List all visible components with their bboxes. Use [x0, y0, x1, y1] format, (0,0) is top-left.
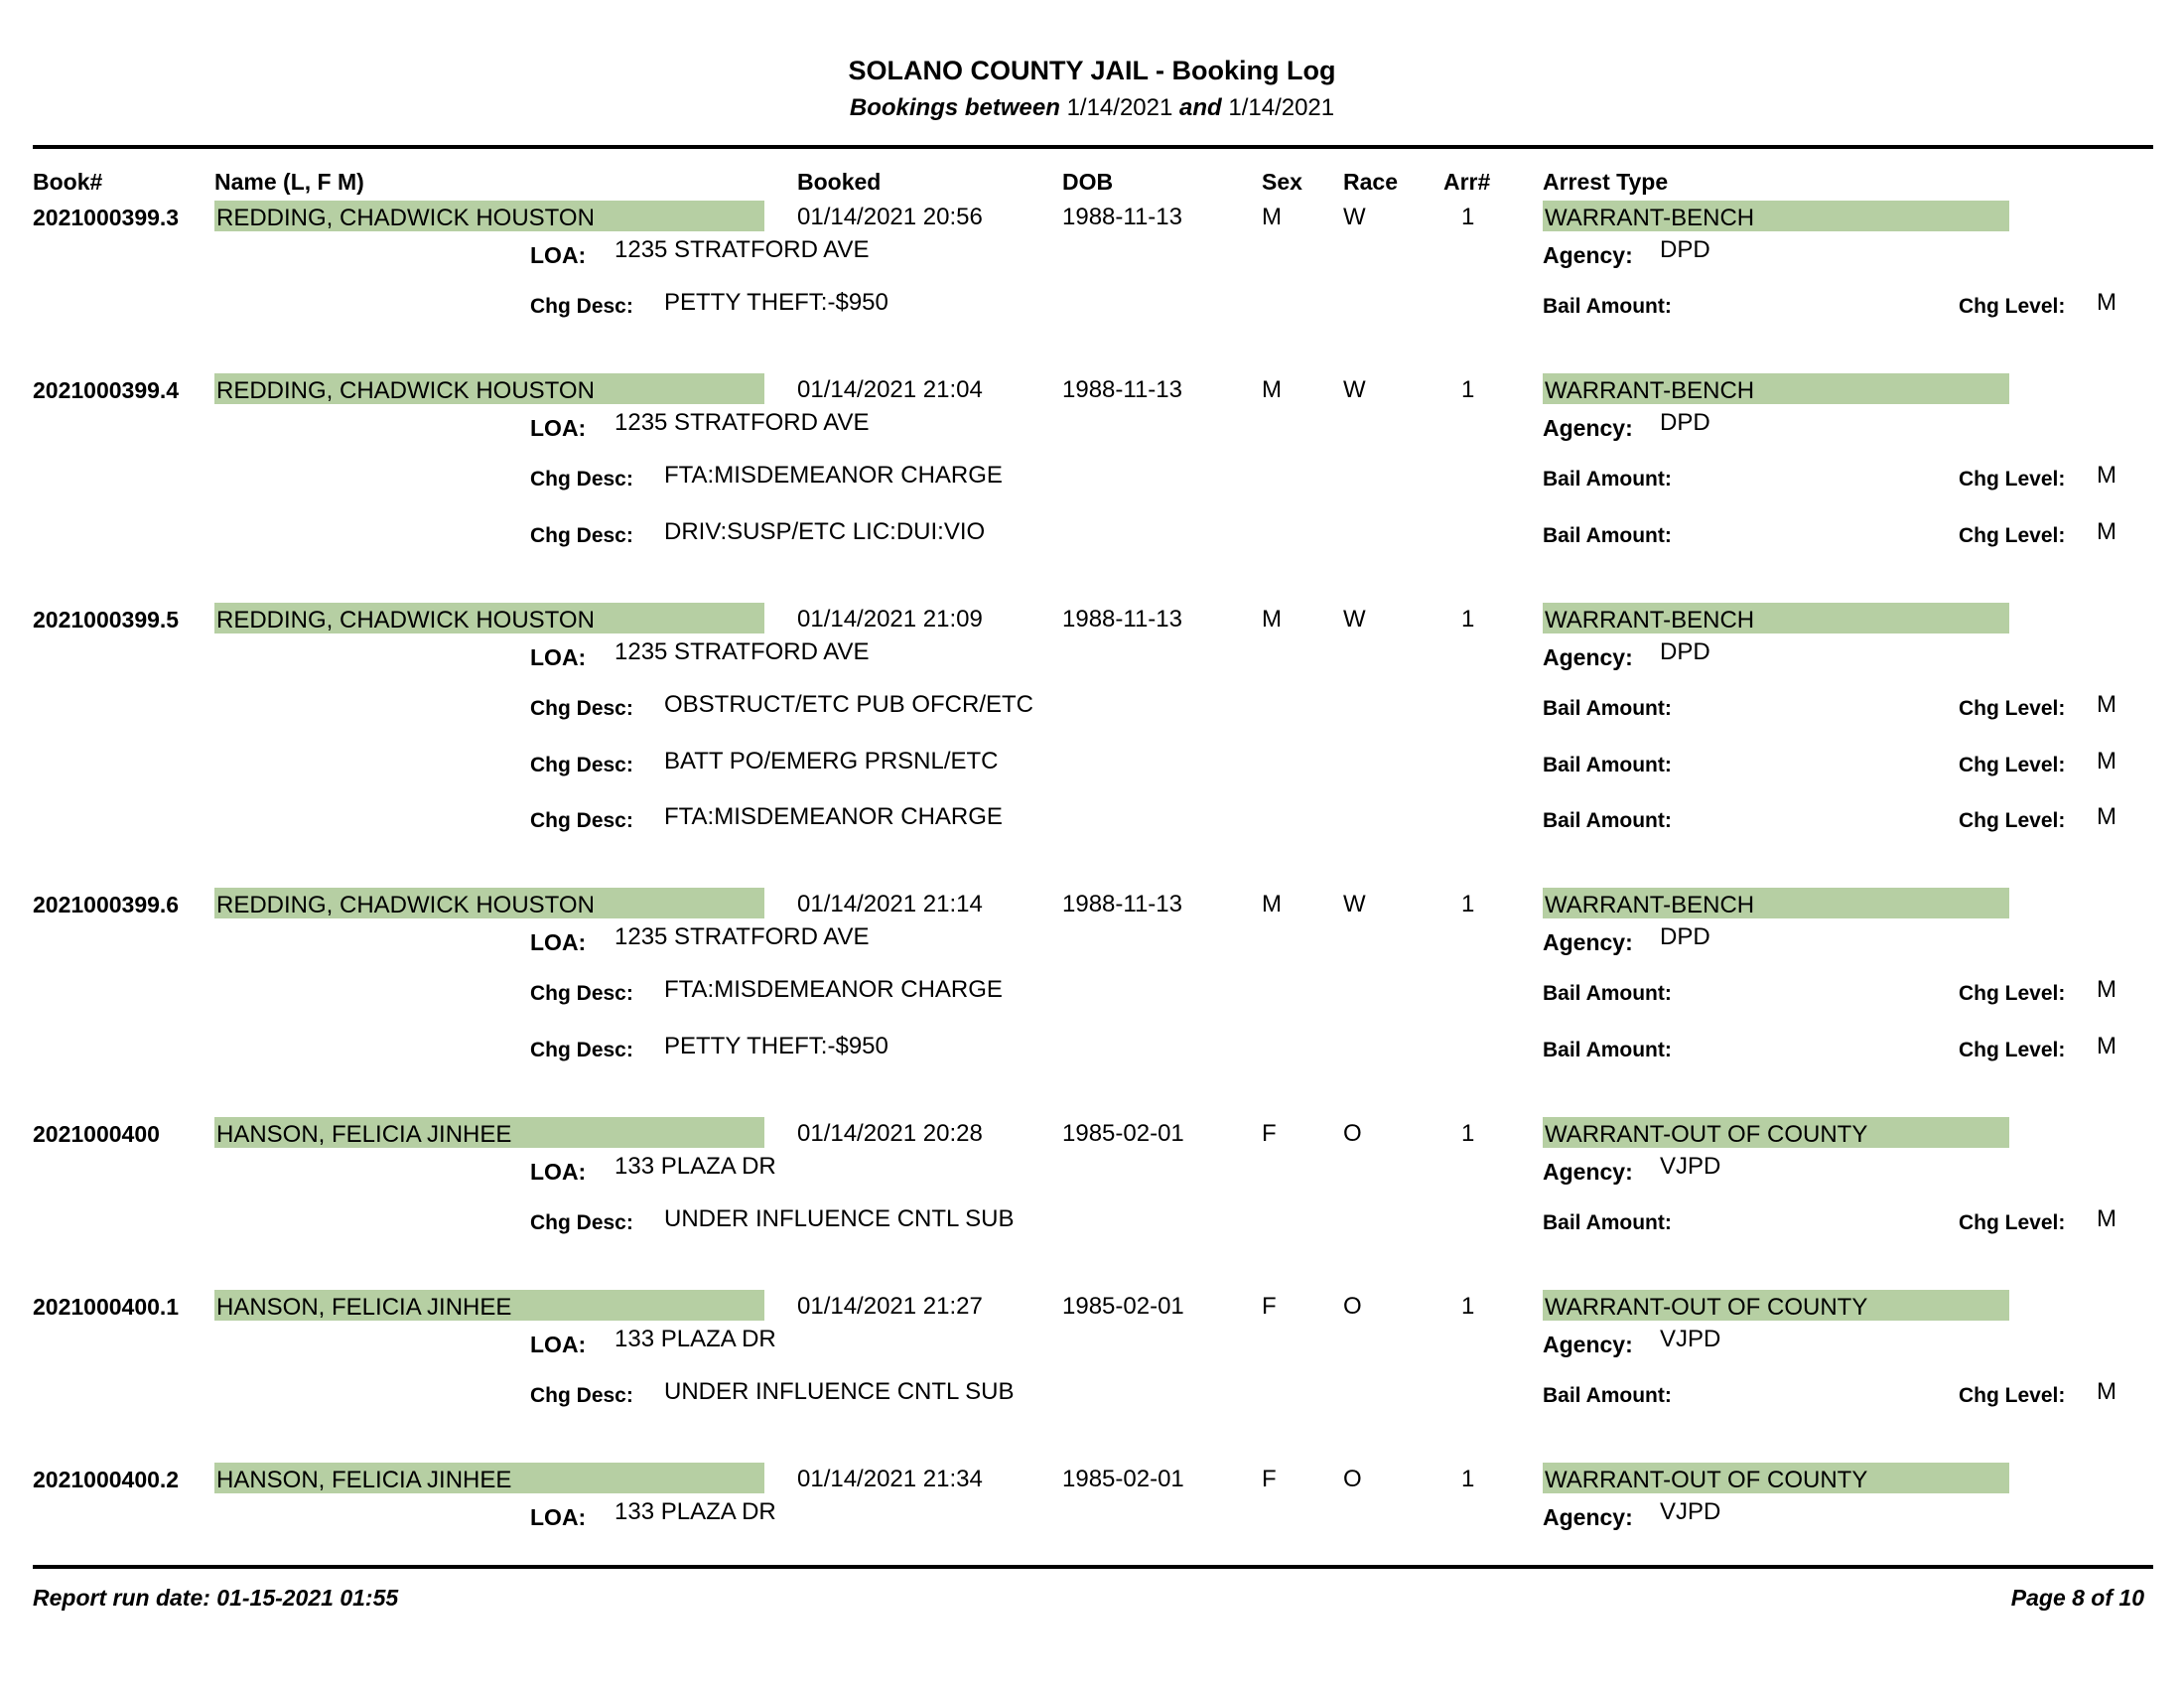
agency-label: Agency:	[1543, 242, 1633, 268]
loa-address: 1235 STRATFORD AVE	[614, 638, 870, 665]
bail-amount-label: Bail Amount:	[1543, 1038, 1672, 1061]
date-of-birth: 1988-11-13	[1062, 891, 1182, 917]
arrest-count: 1	[1461, 1293, 1475, 1320]
charge-level: M	[2097, 747, 2116, 774]
charge-row	[0, 976, 2184, 1016]
booked-datetime: 01/14/2021 21:34	[797, 1466, 983, 1492]
charge-description: UNDER INFLUENCE CNTL SUB	[664, 1378, 1015, 1405]
agency-value: VJPD	[1660, 1326, 1721, 1352]
arrest-count: 1	[1461, 1466, 1475, 1492]
inmate-name: HANSON, FELICIA JINHEE	[214, 1290, 764, 1321]
sex-value: M	[1262, 204, 1282, 230]
loa-address: 133 PLAZA DR	[614, 1153, 776, 1180]
booked-datetime: 01/14/2021 21:14	[797, 891, 983, 917]
date-to: 1/14/2021	[1228, 94, 1335, 121]
loa-address: 1235 STRATFORD AVE	[614, 236, 870, 263]
charge-row	[0, 803, 2184, 843]
arrest-count: 1	[1461, 1120, 1475, 1147]
charge-description: PETTY THEFT:-$950	[664, 289, 888, 316]
inmate-name: REDDING, CHADWICK HOUSTON	[214, 201, 764, 231]
column-header-sex: Sex	[1262, 169, 1302, 195]
arrest-count: 1	[1461, 376, 1475, 403]
charge-row	[0, 462, 2184, 501]
race-value: O	[1343, 1293, 1362, 1320]
bail-amount-label: Bail Amount:	[1543, 523, 1672, 547]
charge-level: M	[2097, 289, 2116, 316]
book-number: 2021000400	[33, 1121, 160, 1147]
loa-label: LOA:	[530, 1504, 587, 1530]
date-of-birth: 1985-02-01	[1062, 1120, 1184, 1147]
agency-label: Agency:	[1543, 929, 1633, 955]
charge-description: FTA:MISDEMEANOR CHARGE	[664, 803, 1003, 830]
bail-amount-label: Bail Amount:	[1543, 697, 1672, 720]
date-from: 1/14/2021	[1066, 94, 1173, 121]
charge-level-label: Chg Level:	[1959, 295, 2066, 318]
charge-description: FTA:MISDEMEANOR CHARGE	[664, 462, 1003, 489]
loa-address: 133 PLAZA DR	[614, 1326, 776, 1352]
column-header-dob: DOB	[1062, 169, 1114, 195]
booked-datetime: 01/14/2021 21:04	[797, 376, 983, 403]
loa-label: LOA:	[530, 644, 587, 670]
charge-row	[0, 518, 2184, 558]
loa-address: 133 PLAZA DR	[614, 1498, 776, 1525]
bail-amount-label: Bail Amount:	[1543, 1211, 1672, 1234]
race-value: W	[1343, 891, 1366, 917]
date-of-birth: 1985-02-01	[1062, 1293, 1184, 1320]
charge-desc-label: Chg Desc:	[530, 697, 633, 720]
sex-value: M	[1262, 891, 1282, 917]
column-header-book: Book#	[33, 169, 103, 195]
bail-amount-label: Bail Amount:	[1543, 1384, 1672, 1407]
charge-row	[0, 748, 2184, 787]
column-header-arr: Arr#	[1443, 169, 1491, 195]
charge-level-label: Chg Level:	[1959, 1038, 2066, 1061]
inmate-name: HANSON, FELICIA JINHEE	[214, 1463, 764, 1493]
inmate-name: REDDING, CHADWICK HOUSTON	[214, 888, 764, 918]
booked-datetime: 01/14/2021 20:28	[797, 1120, 983, 1147]
race-value: W	[1343, 376, 1366, 403]
charge-level: M	[2097, 976, 2116, 1003]
agency-value: VJPD	[1660, 1153, 1721, 1180]
column-header-booked: Booked	[797, 169, 882, 195]
sex-value: F	[1262, 1466, 1277, 1492]
charge-level: M	[2097, 1032, 2116, 1059]
charge-description: DRIV:SUSP/ETC LIC:DUI:VIO	[664, 517, 986, 545]
loa-label: LOA:	[530, 1332, 587, 1357]
charge-level-label: Chg Level:	[1959, 982, 2066, 1005]
charge-desc-label: Chg Desc:	[530, 468, 633, 491]
date-of-birth: 1985-02-01	[1062, 1466, 1184, 1492]
loa-address: 1235 STRATFORD AVE	[614, 409, 870, 436]
report-subtitle	[0, 94, 2184, 122]
column-header-arrest-type: Arrest Type	[1543, 169, 1669, 195]
arrest-type: WARRANT-BENCH	[1543, 888, 2009, 918]
arrest-type: WARRANT-BENCH	[1543, 373, 2009, 404]
charge-level: M	[2097, 1378, 2116, 1405]
charge-desc-label: Chg Desc:	[530, 982, 633, 1005]
loa-label: LOA:	[530, 1159, 587, 1185]
date-of-birth: 1988-11-13	[1062, 606, 1182, 633]
charge-description: OBSTRUCT/ETC PUB OFCR/ETC	[664, 691, 1034, 718]
charge-desc-label: Chg Desc:	[530, 1384, 633, 1407]
sex-value: M	[1262, 376, 1282, 403]
agency-label: Agency:	[1543, 1159, 1633, 1185]
charge-level: M	[2097, 691, 2116, 718]
charge-row	[0, 1033, 2184, 1072]
report-run-date: Report run date: 01-15-2021 01:55	[33, 1585, 399, 1611]
agency-label: Agency:	[1543, 1504, 1633, 1530]
charge-row	[0, 691, 2184, 731]
race-value: W	[1343, 606, 1366, 633]
arrest-type: WARRANT-OUT OF COUNTY	[1543, 1117, 2009, 1148]
charge-desc-label: Chg Desc:	[530, 1038, 633, 1061]
charge-description: FTA:MISDEMEANOR CHARGE	[664, 976, 1003, 1003]
charge-row	[0, 289, 2184, 329]
arrest-count: 1	[1461, 606, 1475, 633]
agency-value: VJPD	[1660, 1498, 1721, 1525]
bail-amount-label: Bail Amount:	[1543, 468, 1672, 491]
agency-label: Agency:	[1543, 1332, 1633, 1357]
agency-value: DPD	[1660, 236, 1710, 263]
date-of-birth: 1988-11-13	[1062, 204, 1182, 230]
charge-description: UNDER INFLUENCE CNTL SUB	[664, 1205, 1015, 1232]
bail-amount-label: Bail Amount:	[1543, 295, 1672, 318]
charge-level: M	[2097, 517, 2116, 545]
charge-level-label: Chg Level:	[1959, 753, 2066, 776]
charge-desc-label: Chg Desc:	[530, 295, 633, 318]
book-number: 2021000400.1	[33, 1294, 180, 1320]
book-number: 2021000399.6	[33, 892, 180, 917]
booked-datetime: 01/14/2021 21:27	[797, 1293, 983, 1320]
arrest-type: WARRANT-BENCH	[1543, 603, 2009, 633]
arrest-type: WARRANT-OUT OF COUNTY	[1543, 1463, 2009, 1493]
bail-amount-label: Bail Amount:	[1543, 809, 1672, 832]
loa-label: LOA:	[530, 415, 587, 441]
inmate-name: HANSON, FELICIA JINHEE	[214, 1117, 764, 1148]
header-divider	[33, 145, 2153, 149]
column-header-name: Name (L, F M)	[214, 169, 364, 195]
charge-desc-label: Chg Desc:	[530, 1211, 633, 1234]
book-number: 2021000399.4	[33, 377, 180, 403]
agency-label: Agency:	[1543, 644, 1633, 670]
footer-divider	[33, 1565, 2153, 1569]
loa-address: 1235 STRATFORD AVE	[614, 923, 870, 950]
charge-description: PETTY THEFT:-$950	[664, 1032, 888, 1059]
page-number: Page 8 of 10	[2010, 1585, 2144, 1611]
agency-value: DPD	[1660, 638, 1710, 665]
inmate-name: REDDING, CHADWICK HOUSTON	[214, 373, 764, 404]
agency-value: DPD	[1660, 409, 1710, 436]
charge-level-label: Chg Level:	[1959, 809, 2066, 832]
inmate-name: REDDING, CHADWICK HOUSTON	[214, 603, 764, 633]
loa-label: LOA:	[530, 242, 587, 268]
arrest-type: WARRANT-BENCH	[1543, 201, 2009, 231]
subtitle-and: and	[1179, 94, 1222, 121]
charge-level: M	[2097, 462, 2116, 489]
column-header-race: Race	[1343, 169, 1398, 195]
race-value: W	[1343, 204, 1366, 230]
sex-value: F	[1262, 1293, 1277, 1320]
agency-value: DPD	[1660, 923, 1710, 950]
charge-row	[0, 1378, 2184, 1418]
sex-value: M	[1262, 606, 1282, 633]
charge-row	[0, 1205, 2184, 1245]
charge-desc-label: Chg Desc:	[530, 753, 633, 776]
book-number: 2021000399.5	[33, 607, 180, 633]
bail-amount-label: Bail Amount:	[1543, 982, 1672, 1005]
booked-datetime: 01/14/2021 20:56	[797, 204, 983, 230]
arrest-count: 1	[1461, 891, 1475, 917]
arrest-type: WARRANT-OUT OF COUNTY	[1543, 1290, 2009, 1321]
arrest-count: 1	[1461, 204, 1475, 230]
race-value: O	[1343, 1120, 1362, 1147]
loa-label: LOA:	[530, 929, 587, 955]
agency-label: Agency:	[1543, 415, 1633, 441]
book-number: 2021000400.2	[33, 1467, 180, 1492]
sex-value: F	[1262, 1120, 1277, 1147]
booked-datetime: 01/14/2021 21:09	[797, 606, 983, 633]
charge-level-label: Chg Level:	[1959, 697, 2066, 720]
date-of-birth: 1988-11-13	[1062, 376, 1182, 403]
charge-level: M	[2097, 803, 2116, 830]
book-number: 2021000399.3	[33, 205, 180, 230]
charge-level-label: Chg Level:	[1959, 523, 2066, 547]
bail-amount-label: Bail Amount:	[1543, 753, 1672, 776]
charge-level: M	[2097, 1205, 2116, 1232]
charge-desc-label: Chg Desc:	[530, 523, 633, 547]
charge-level-label: Chg Level:	[1959, 468, 2066, 491]
charge-level-label: Chg Level:	[1959, 1384, 2066, 1407]
charge-description: BATT PO/EMERG PRSNL/ETC	[664, 747, 999, 774]
charge-desc-label: Chg Desc:	[530, 809, 633, 832]
report-title: SOLANO COUNTY JAIL - Booking Log	[848, 56, 1336, 85]
charge-level-label: Chg Level:	[1959, 1211, 2066, 1234]
subtitle-prefix: Bookings between	[849, 94, 1060, 121]
race-value: O	[1343, 1466, 1362, 1492]
